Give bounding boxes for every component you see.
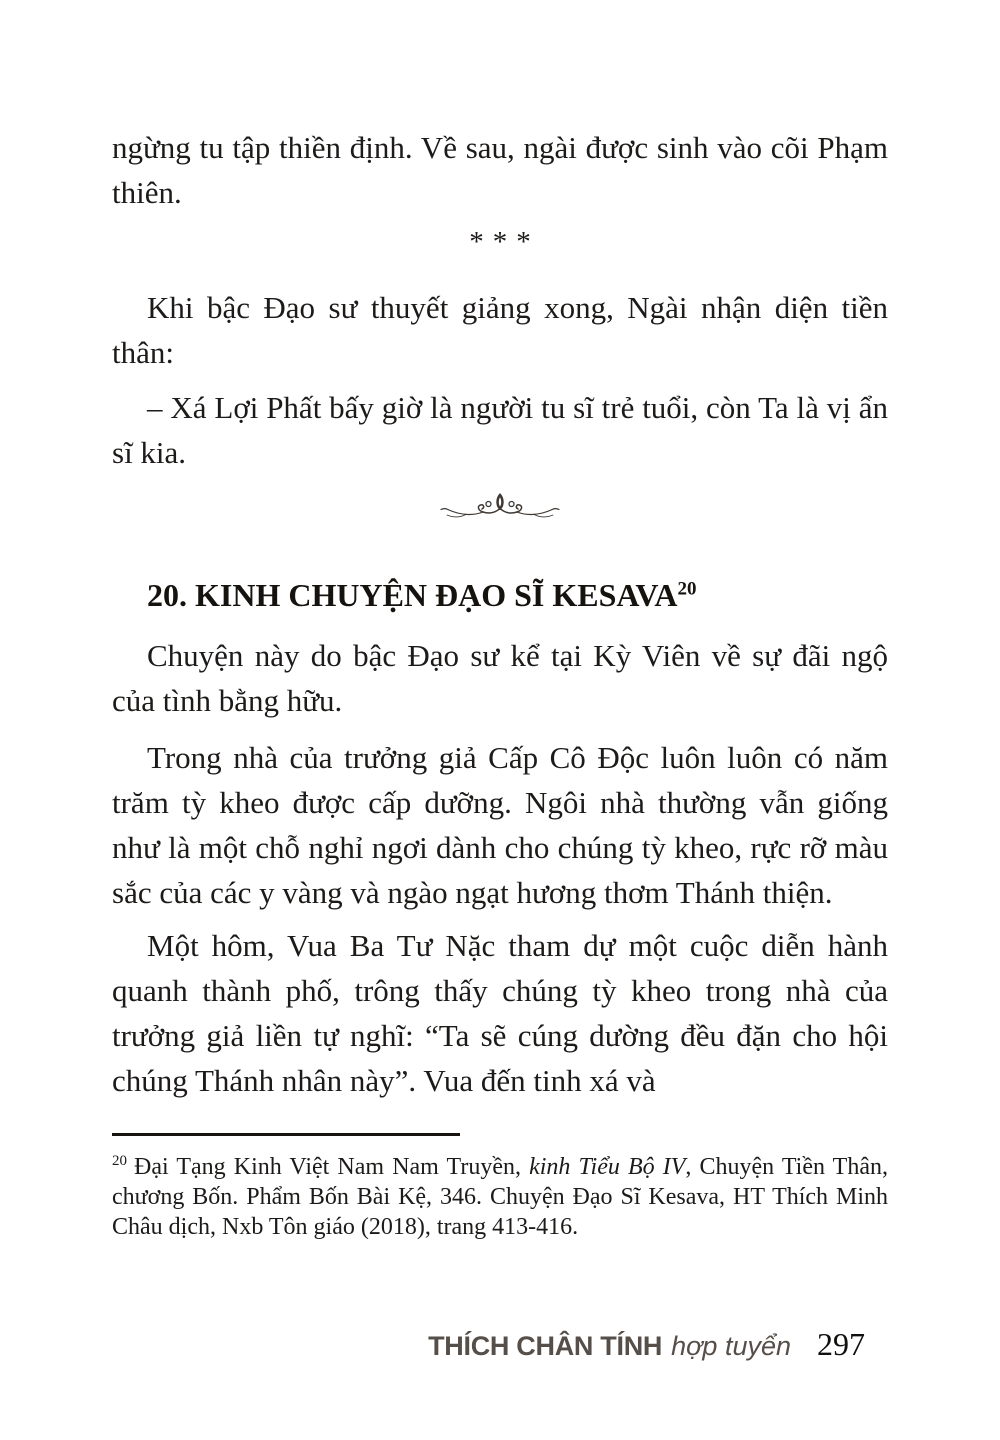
section-heading-text: 20. KINH CHUYỆN ĐẠO SĨ KESAVA (147, 577, 678, 613)
body-paragraph: – Xá Lợi Phất bấy giờ là người tu sĩ trẻ tuổi, còn Ta là vị ẩn sĩ kia. (112, 390, 888, 470)
footer-collection-title: hợp tuyển (671, 1331, 791, 1361)
body-paragraph: Trong nhà của trưởng giả Cấp Cô Độc luôn luôn có năm trăm tỳ kheo được cấp dưỡng. Ngôi nhà thường vẫn giống như là một chỗ nghỉ ngơi dành cho chúng tỳ kheo, rực rỡ màu sắc của các y vàng và ngào ngạt hương thơm Thánh thiện. (112, 740, 888, 910)
body-paragraph-continuation: ngừng tu tập thiền định. Về sau, ngài được sinh vào cõi Phạm thiên. (112, 130, 888, 210)
footer-author: THÍCH CHÂN TÍNH (428, 1331, 663, 1361)
flourish-divider (440, 492, 560, 522)
footnote-text (112, 1152, 888, 1242)
footnote-marker: 20 (112, 1153, 127, 1169)
flourish-icon (440, 492, 560, 522)
footnote-divider (112, 1133, 460, 1136)
body-paragraph: Khi bậc Đạo sư thuyết giảng xong, Ngài nhận diện tiền thân: (112, 290, 888, 370)
page-body (112, 0, 888, 1242)
running-footer (428, 1326, 865, 1363)
footnote-reference: 20 (677, 578, 697, 600)
footnote-block (112, 1133, 888, 1242)
footnote-citation-start: Đại Tạng Kinh Việt Nam Nam Truyền, (134, 1154, 530, 1180)
footnote-citation-title: kinh Tiểu Bộ IV (529, 1154, 686, 1180)
page-number: 297 (817, 1326, 865, 1362)
footnote-citation-end: , Chuyện Tiền Thân, chương Bốn. Phẩm Bốn Bài Kệ, 346. Chuyện Đạo Sĩ Kesava, HT Thích Minh Châu dịch, Nxb Tôn giáo (2018), trang 413-416. (112, 1154, 888, 1240)
section-heading (112, 573, 888, 617)
asterisk-separator: *** (469, 226, 540, 258)
body-paragraph: Chuyện này do bậc Đạo sư kể tại Kỳ Viên về sự đãi ngộ của tình bằng hữu. (112, 638, 888, 718)
body-paragraph: Một hôm, Vua Ba Tư Nặc tham dự một cuộc diễn hành quanh thành phố, trông thấy chúng tỳ kheo trong nhà của trưởng giả liền tự nghĩ: “Ta sẽ cúng dường đều đặn cho hội chúng Thánh nhân này”. Vua đến tinh xá và (112, 928, 888, 1098)
